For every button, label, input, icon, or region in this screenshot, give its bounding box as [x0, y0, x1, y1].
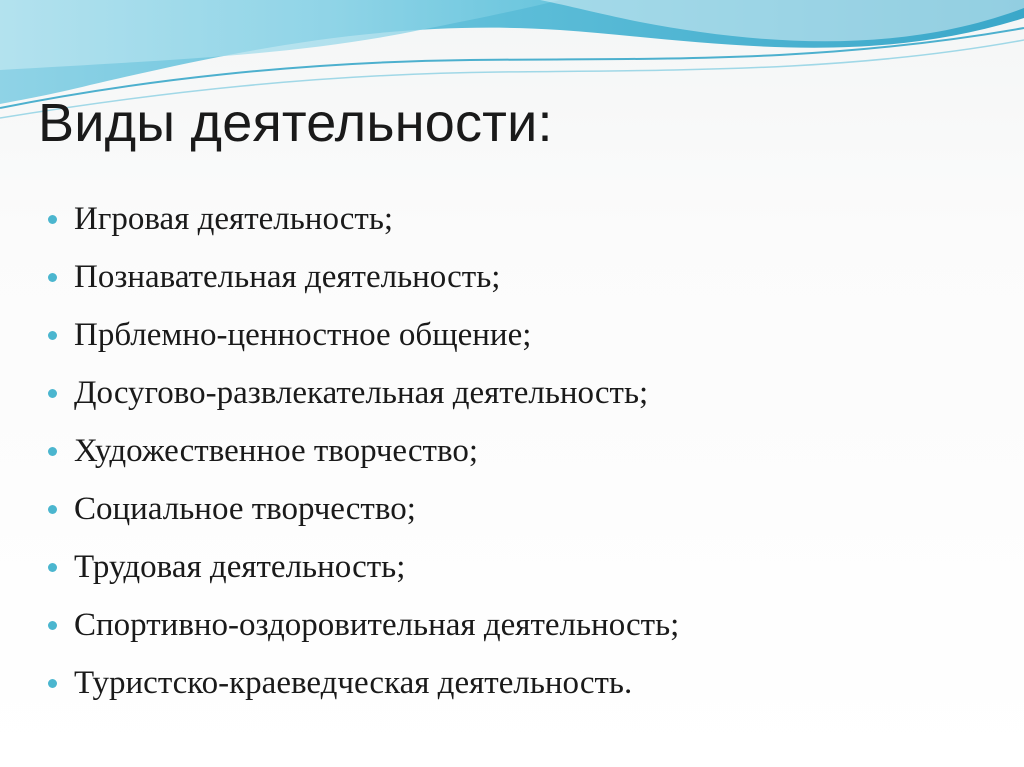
list-item: [48, 480, 679, 538]
list-item-label: Игровая деятельность;: [74, 200, 394, 237]
list-item-label: Художественное творчество;: [74, 432, 478, 469]
slide-title: Виды деятельности:: [38, 93, 553, 153]
bullet-dot-icon: [48, 273, 57, 282]
bullet-dot-icon: [48, 621, 57, 630]
list-item-label: Туристско-краеведческая деятельность.: [74, 664, 633, 701]
list-item: [48, 364, 679, 422]
list-item: [48, 422, 679, 480]
list-item: [48, 538, 679, 596]
bullet-dot-icon: [48, 447, 57, 456]
list-item: [48, 306, 679, 364]
bullet-dot-icon: [48, 215, 57, 224]
list-item-label: Спортивно-оздоровительная деятельность;: [74, 606, 680, 643]
bullet-dot-icon: [48, 331, 57, 340]
list-item-label: Прблемно-ценностное общение;: [74, 316, 532, 353]
list-item-label: Социальное творчество;: [74, 490, 416, 527]
bullet-dot-icon: [48, 563, 57, 572]
activity-list: [48, 190, 679, 712]
bullet-dot-icon: [48, 389, 57, 398]
bullet-dot-icon: [48, 679, 57, 688]
list-item-label: Познавательная деятельность;: [74, 258, 501, 295]
list-item: [48, 654, 679, 712]
list-item: [48, 190, 679, 248]
list-item: [48, 596, 679, 654]
bullet-dot-icon: [48, 505, 57, 514]
list-item: [48, 248, 679, 306]
list-item-label: Досугово-развлекательная деятельность;: [74, 374, 649, 411]
list-item-label: Трудовая деятельность;: [74, 548, 406, 585]
